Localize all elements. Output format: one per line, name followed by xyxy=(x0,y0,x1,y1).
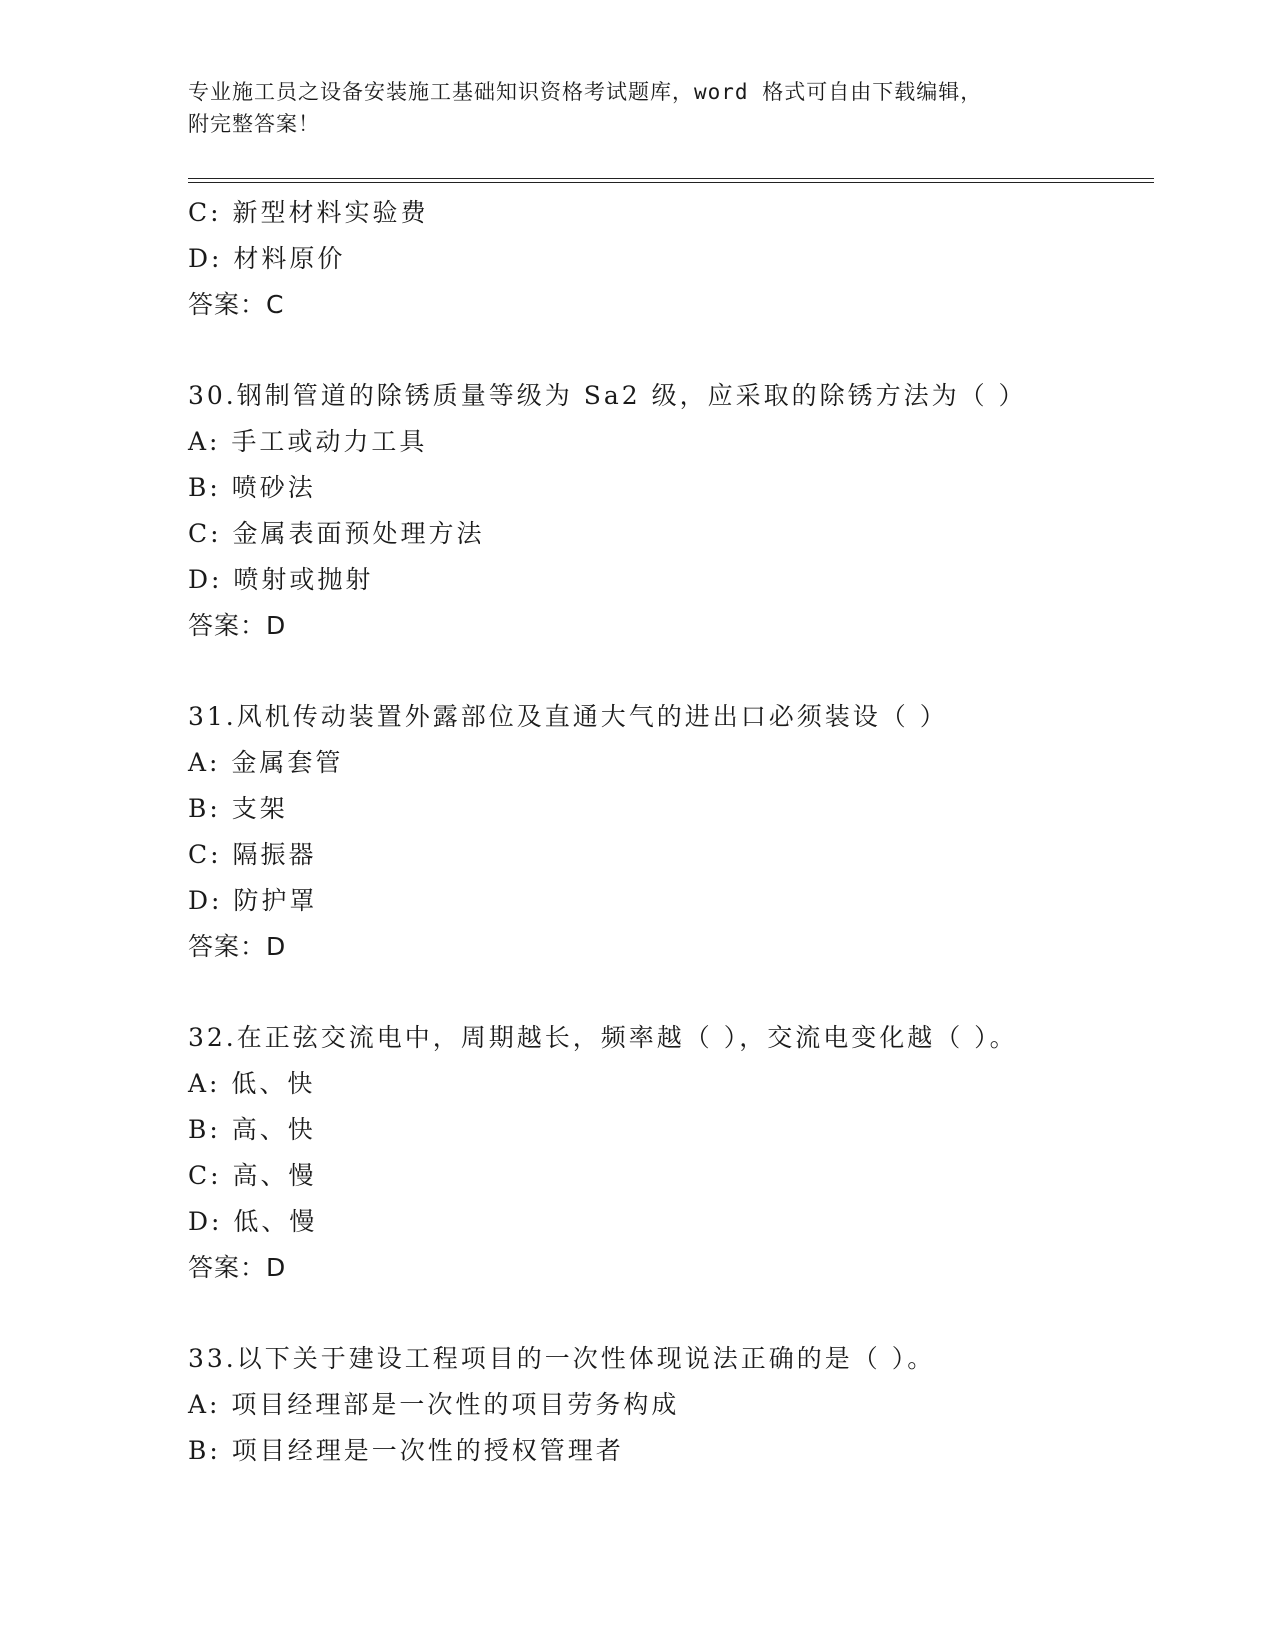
document-header xyxy=(188,76,1068,140)
option-d: D: 低、慢 xyxy=(188,1207,318,1236)
spacer xyxy=(188,328,1148,373)
option-d: D: 材料原价 xyxy=(188,244,346,273)
spacer xyxy=(188,649,1148,694)
question-list xyxy=(188,190,1148,1474)
question-block-33 xyxy=(188,1336,1148,1474)
header-line-1: 专业施工员之设备安装施工基础知识资格考试题库，word 格式可自由下载编辑， xyxy=(188,80,983,104)
option-b: B: 喷砂法 xyxy=(188,473,316,502)
option-a: A: 金属套管 xyxy=(188,748,344,777)
option-a: A: 低、快 xyxy=(188,1069,316,1098)
option-c: C: 高、慢 xyxy=(188,1161,317,1190)
spacer xyxy=(188,1291,1148,1336)
header-divider-top xyxy=(188,178,1154,179)
question-block-partial xyxy=(188,190,1148,328)
question-stem: 31.风机传动装置外露部位及直通大气的进出口必须装设（ ） xyxy=(188,702,948,731)
option-d: D: 喷射或抛射 xyxy=(188,565,374,594)
question-block-31 xyxy=(188,694,1148,970)
option-c: C: 隔振器 xyxy=(188,840,317,869)
header-divider-bottom xyxy=(188,182,1154,183)
header-line-2: 附完整答案！ xyxy=(188,112,320,136)
question-stem: 33.以下关于建设工程项目的一次性体现说法正确的是（ ）。 xyxy=(188,1344,936,1373)
answer-line: 答案：D xyxy=(188,932,287,961)
spacer xyxy=(188,970,1148,1015)
question-stem: 30.钢制管道的除锈质量等级为 Sa2 级，应采取的除锈方法为（ ） xyxy=(188,381,1027,410)
question-block-32 xyxy=(188,1015,1148,1291)
option-b: B: 项目经理是一次性的授权管理者 xyxy=(188,1436,624,1465)
option-c: C: 金属表面预处理方法 xyxy=(188,519,485,548)
option-b: B: 高、快 xyxy=(188,1115,316,1144)
option-b: B: 支架 xyxy=(188,794,288,823)
question-block-30 xyxy=(188,373,1148,649)
answer-line: 答案：C xyxy=(188,290,285,319)
option-d: D: 防护罩 xyxy=(188,886,318,915)
option-c: C: 新型材料实验费 xyxy=(188,198,429,227)
option-a: A: 手工或动力工具 xyxy=(188,427,428,456)
answer-line: 答案：D xyxy=(188,1253,287,1282)
option-a: A: 项目经理部是一次性的项目劳务构成 xyxy=(188,1390,680,1419)
answer-line: 答案：D xyxy=(188,611,287,640)
question-stem: 32.在正弦交流电中，周期越长，频率越（ ），交流电变化越（ ）。 xyxy=(188,1023,1018,1052)
